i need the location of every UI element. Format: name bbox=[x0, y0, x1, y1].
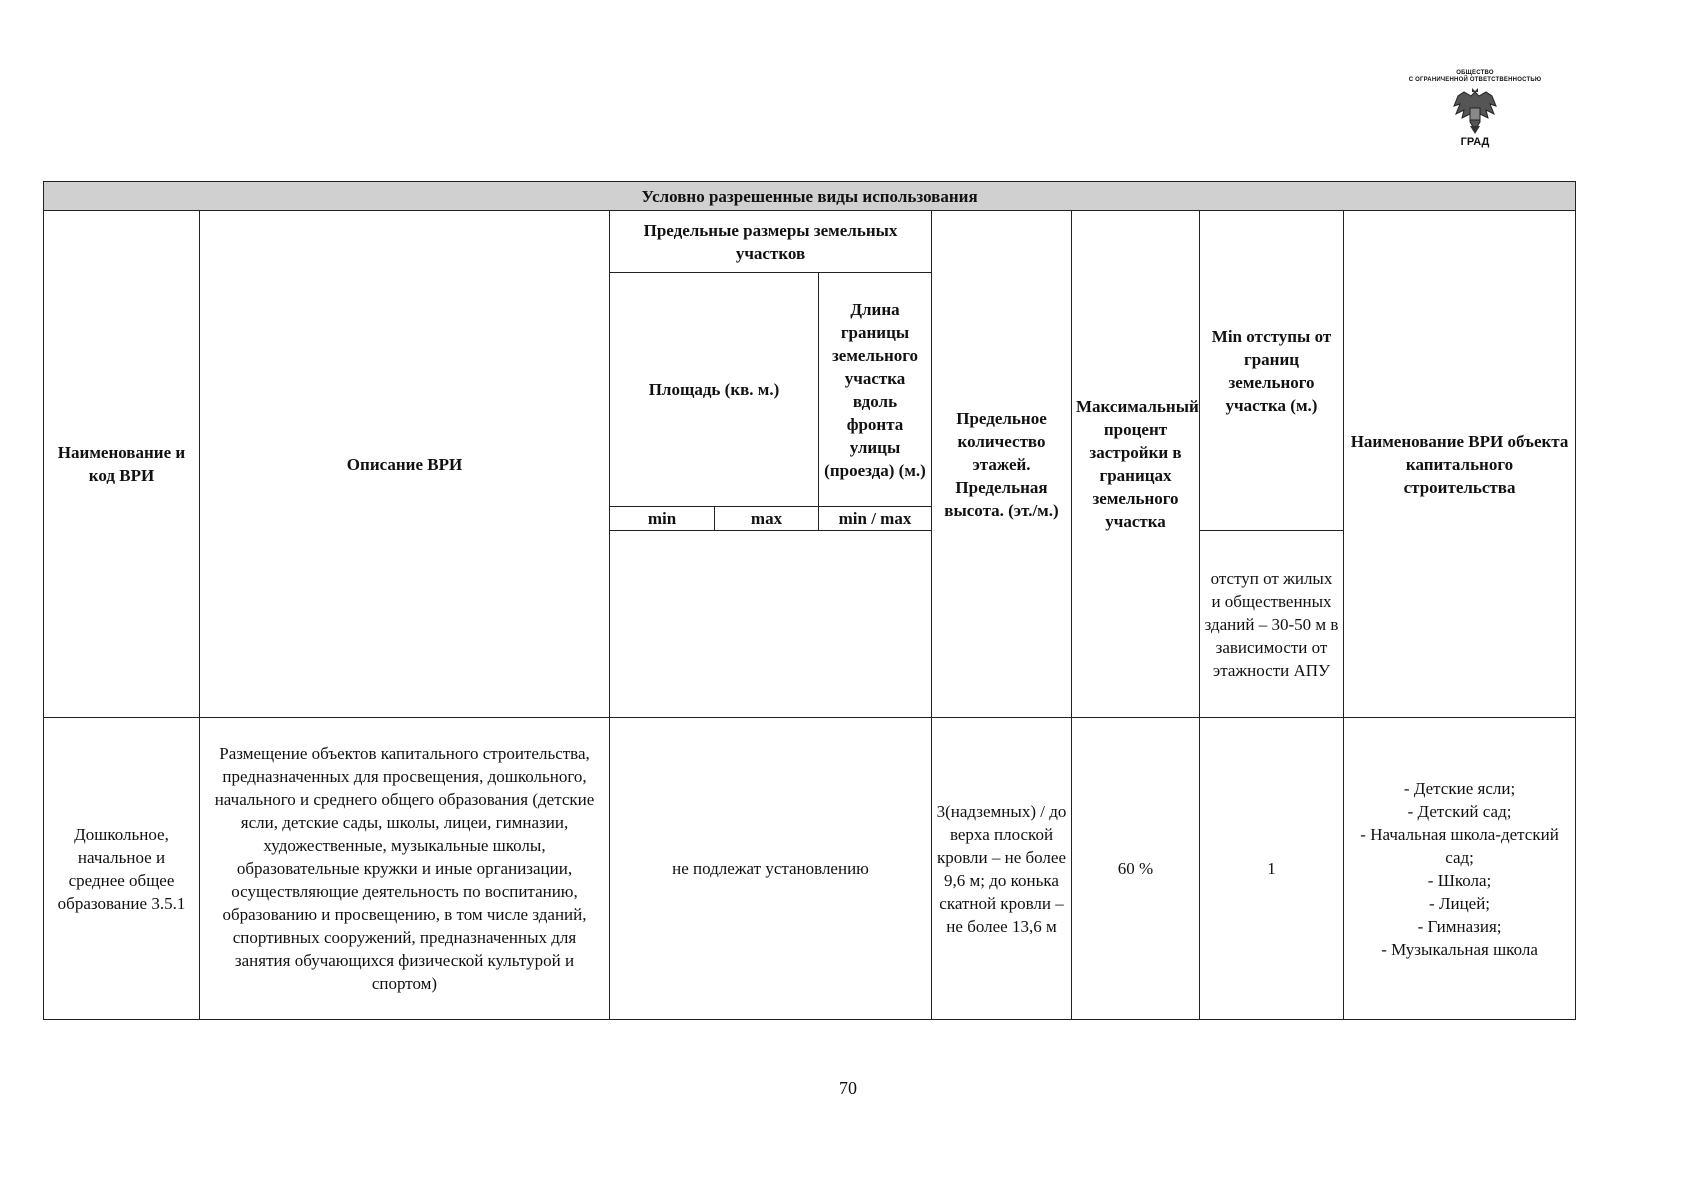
logo-company-line2: С ОГРАНИЧЕННОЙ ОТВЕТСТВЕННОСТЬЮ bbox=[1408, 77, 1542, 83]
object-item: - Школа; bbox=[1427, 870, 1492, 890]
header-min-max: min / max bbox=[819, 507, 932, 531]
object-item: - Начальная школа-детский сад; bbox=[1360, 824, 1559, 867]
setback-note: отступ от жилых и общественных зданий – 30-50 м в зависимости от этажности АПУ bbox=[1200, 531, 1344, 718]
table-title: Условно разрешенные виды использования bbox=[44, 182, 1576, 211]
header-boundary-length: Длина границы земельного участка вдоль фронта улицы (проезда) (м.) bbox=[819, 273, 932, 507]
row-floors: 3(надземных) / до верха плоской кровли – не более 9,6 м; до конька скатной кровли – не более 13,6 м bbox=[932, 718, 1072, 1020]
row-setback: 1 bbox=[1200, 718, 1344, 1020]
object-item: - Детские ясли; bbox=[1403, 778, 1516, 798]
row-vri-name: Дошкольное, начальное и среднее общее образование 3.5.1 bbox=[44, 718, 200, 1020]
object-item: - Детский сад; bbox=[1407, 801, 1512, 821]
page-number: 70 bbox=[839, 1078, 857, 1098]
row-sizes: не подлежат установлению bbox=[610, 718, 932, 1020]
row-percent: 60 % bbox=[1072, 718, 1200, 1020]
header-max-percent: Максимальный процент застройки в границах земельного участка bbox=[1072, 211, 1200, 718]
object-item: - Музыкальная школа bbox=[1381, 939, 1538, 959]
company-logo bbox=[1395, 70, 1555, 148]
object-item: - Гимназия; bbox=[1417, 916, 1502, 936]
row-objects bbox=[1344, 718, 1576, 1020]
header-limit-sizes: Предельные размеры земельных участков bbox=[610, 211, 932, 273]
header-empty-sizes bbox=[610, 531, 932, 718]
double-headed-eagle-icon bbox=[1450, 86, 1500, 136]
logo-company-name: ГРАД bbox=[1460, 136, 1490, 148]
object-item: - Лицей; bbox=[1429, 893, 1491, 913]
permitted-use-table bbox=[43, 181, 1576, 1020]
header-floors: Предельное количество этажей. Предельная высота. (эт./м.) bbox=[932, 211, 1072, 718]
header-area: Площадь (кв. м.) bbox=[610, 273, 819, 507]
header-min: min bbox=[610, 507, 715, 531]
logo-company-line1: ОБЩЕСТВО bbox=[1456, 70, 1494, 76]
header-capital-name: Наименование ВРИ объекта капитального строительства bbox=[1344, 211, 1576, 718]
header-description: Описание ВРИ bbox=[200, 211, 610, 718]
row-description: Размещение объектов капитального строительства, предназначенных для просвещения, дошкольного, начального и среднего общего образования (детские ясли, детские сады, школы, лицеи, гимназии, художественные, музыкальные школы, образовательные кружки и иные организации, осуществляющие деятельность по воспитанию, образованию и просвещению, в том числе зданий, спортивных сооружений, предназначенных для занятия обучающихся физической культурой и спортом) bbox=[200, 718, 610, 1020]
header-vri-name: Наименование и код ВРИ bbox=[44, 211, 200, 718]
header-min-setbacks: Min отступы от границ земельного участка (м.) bbox=[1200, 211, 1344, 531]
header-max: max bbox=[715, 507, 819, 531]
